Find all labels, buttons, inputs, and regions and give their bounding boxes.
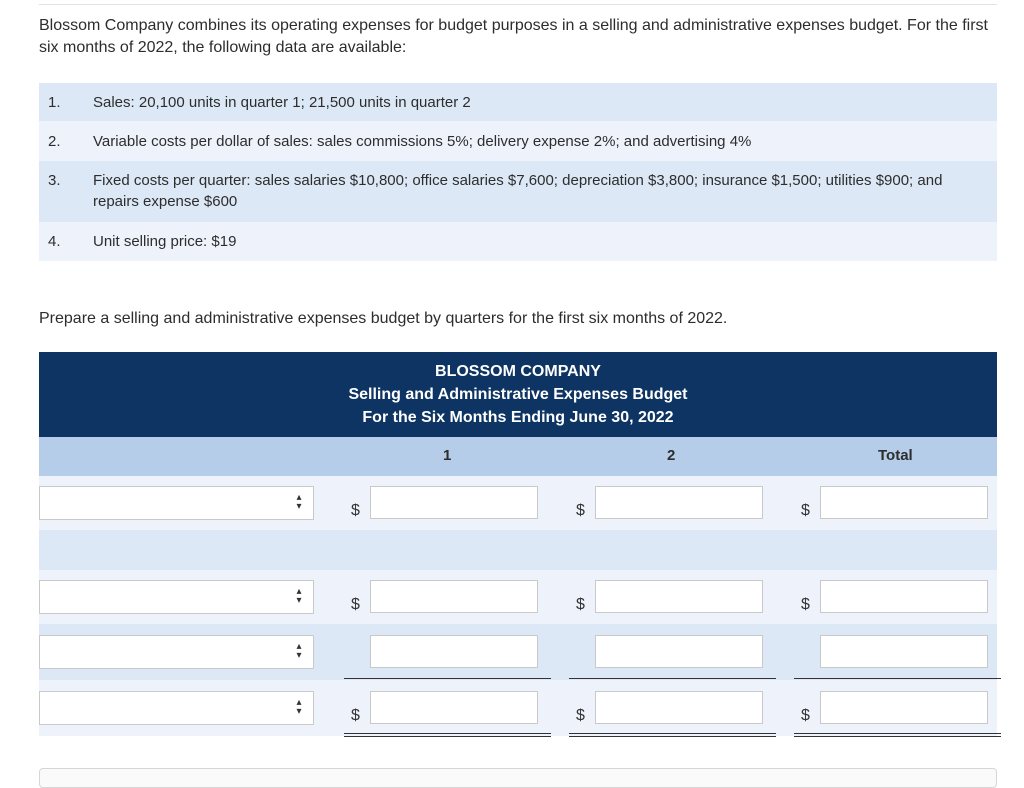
amount-input-q1[interactable] bbox=[370, 486, 538, 519]
table-row-band bbox=[39, 530, 997, 570]
item-number: 3. bbox=[48, 172, 61, 189]
budget-header bbox=[39, 352, 997, 437]
budget-title: Selling and Administrative Expenses Budget bbox=[348, 386, 688, 403]
total-double-rule bbox=[569, 733, 776, 734]
line-item-select[interactable] bbox=[39, 691, 314, 725]
currency-symbol: $ bbox=[351, 596, 360, 613]
list-item bbox=[39, 161, 997, 222]
amount-input-q2[interactable] bbox=[595, 635, 763, 668]
amount-input-q2[interactable] bbox=[595, 580, 763, 613]
total-double-rule bbox=[569, 736, 776, 737]
task-prompt: Prepare a selling and administrative expenses budget by quarters for the first six months of 2022. bbox=[39, 310, 728, 327]
list-item bbox=[39, 121, 997, 161]
amount-input-q2[interactable] bbox=[595, 486, 763, 519]
item-number: 2. bbox=[48, 132, 61, 150]
given-data-list bbox=[39, 83, 997, 261]
column-total: Total bbox=[878, 447, 913, 464]
currency-symbol: $ bbox=[576, 707, 585, 724]
currency-symbol: $ bbox=[351, 707, 360, 724]
amount-input-total[interactable] bbox=[820, 580, 988, 613]
column-quarter-1: 1 bbox=[443, 447, 452, 464]
amount-input-total[interactable] bbox=[820, 635, 988, 668]
company-name: BLOSSOM COMPANY bbox=[435, 363, 601, 380]
chevron-up-down-icon: ▴ ▾ bbox=[296, 492, 302, 512]
chevron-up-down-icon: ▴ ▾ bbox=[296, 586, 302, 606]
item-text: Sales: 20,100 units in quarter 1; 21,500 units in quarter 2 bbox=[93, 93, 471, 111]
subtotal-rule bbox=[794, 678, 1001, 679]
line-item-select[interactable] bbox=[39, 486, 314, 520]
amount-input-q1[interactable] bbox=[370, 691, 538, 724]
currency-symbol: $ bbox=[576, 596, 585, 613]
amount-input-total[interactable] bbox=[820, 486, 988, 519]
list-item bbox=[39, 222, 997, 261]
total-double-rule bbox=[794, 733, 1001, 734]
list-item bbox=[39, 83, 997, 121]
amount-input-q1[interactable] bbox=[370, 580, 538, 613]
top-divider bbox=[39, 4, 997, 5]
total-double-rule bbox=[344, 736, 551, 737]
item-number: 1. bbox=[48, 93, 61, 111]
amount-input-total[interactable] bbox=[820, 691, 988, 724]
line-item-select[interactable] bbox=[39, 580, 314, 614]
problem-intro: Blossom Company combines its operating expenses for budget purposes in a selling and administrative expenses budget. For the first six months of 2022, the following data are available: bbox=[39, 17, 988, 56]
column-header-row bbox=[39, 437, 997, 476]
amount-input-q1[interactable] bbox=[370, 635, 538, 668]
chevron-up-down-icon: ▴ ▾ bbox=[296, 697, 302, 717]
item-text: Variable costs per dollar of sales: sales commissions 5%; delivery expense 2%; and advertising 4% bbox=[93, 132, 752, 150]
column-quarter-2: 2 bbox=[667, 447, 676, 464]
subtotal-rule bbox=[569, 678, 776, 679]
total-double-rule bbox=[794, 736, 1001, 737]
amount-input-q2[interactable] bbox=[595, 691, 763, 724]
budget-period: For the Six Months Ending June 30, 2022 bbox=[362, 409, 674, 426]
item-text: Unit selling price: $19 bbox=[93, 233, 237, 250]
currency-symbol: $ bbox=[801, 596, 810, 613]
total-double-rule bbox=[344, 733, 551, 734]
currency-symbol: $ bbox=[801, 502, 810, 519]
currency-symbol: $ bbox=[351, 502, 360, 519]
subtotal-rule bbox=[344, 678, 551, 679]
next-section-box bbox=[39, 768, 997, 788]
currency-symbol: $ bbox=[801, 707, 810, 724]
item-number: 4. bbox=[48, 233, 61, 250]
line-item-select[interactable] bbox=[39, 635, 314, 669]
chevron-up-down-icon: ▴ ▾ bbox=[296, 641, 302, 661]
item-text: Fixed costs per quarter: sales salaries $10,800; office salaries $7,600; depreciation $3,800; insurance $1,500; utilities $900; and repairs expense $600 bbox=[93, 172, 943, 210]
currency-symbol: $ bbox=[576, 502, 585, 519]
